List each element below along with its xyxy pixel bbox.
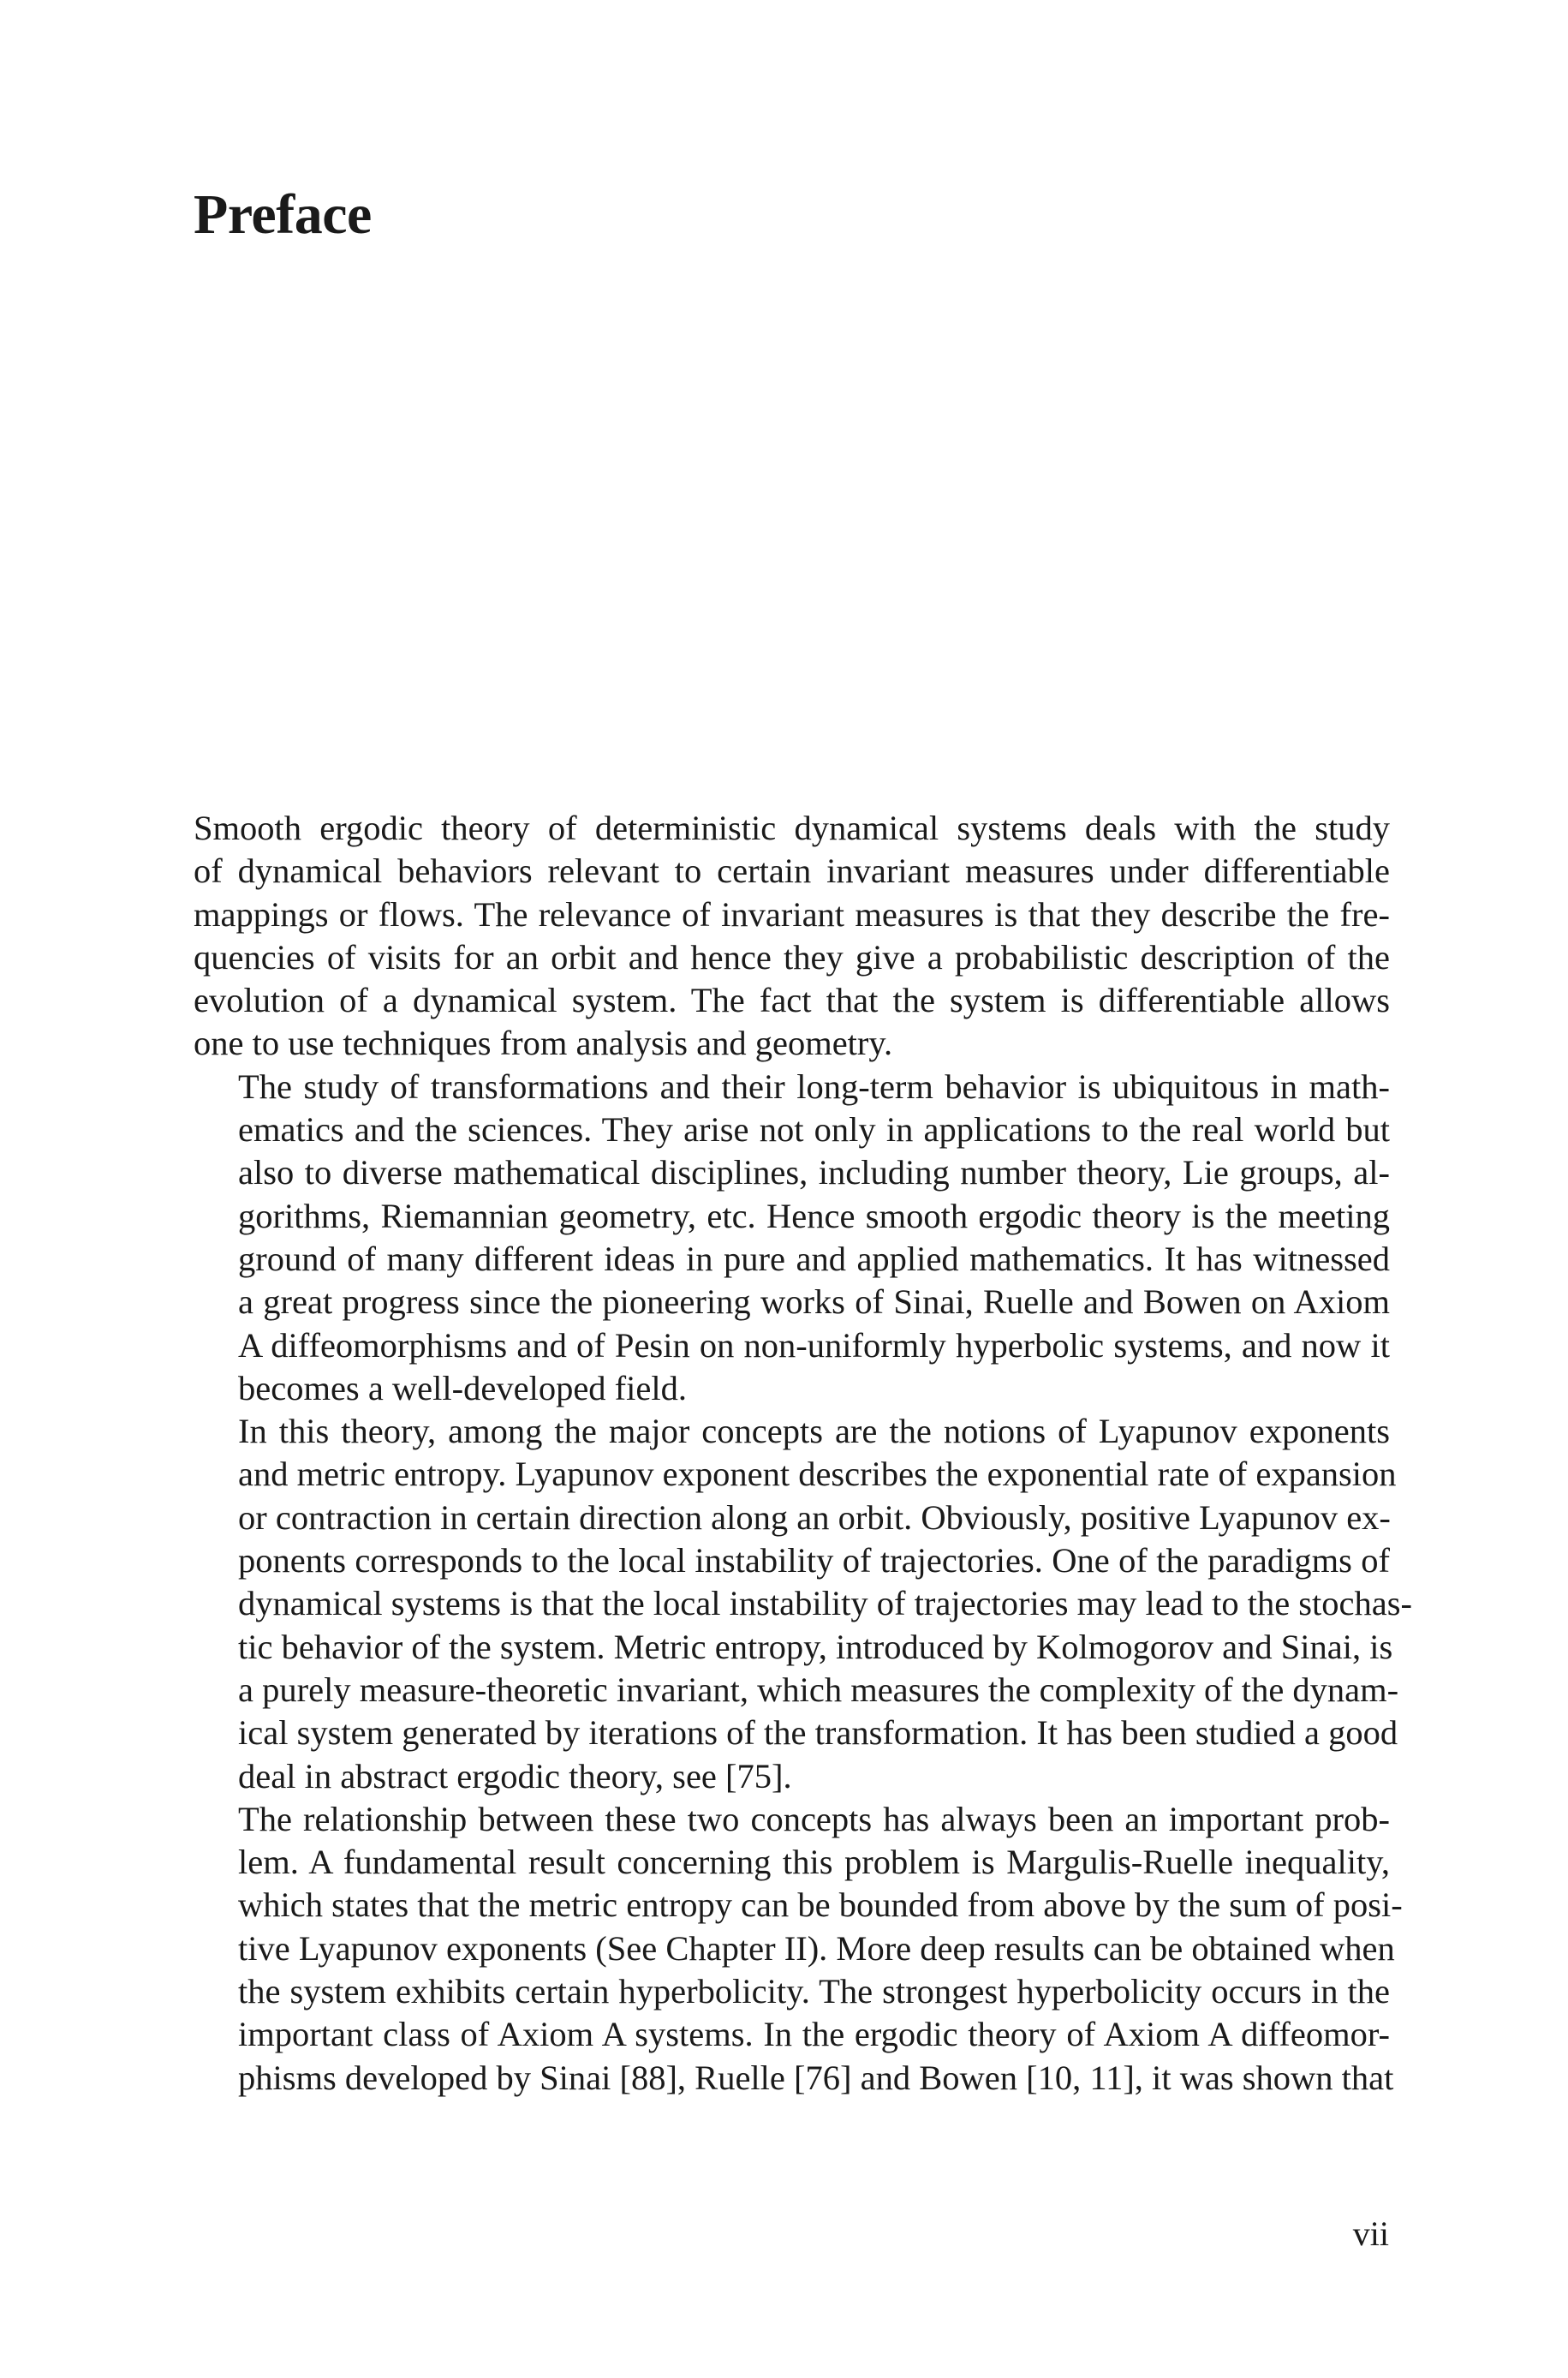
text-line: tic behavior of the system. Metric entropy, introduced by Kolmogorov and Sinai, is: [238, 1627, 1393, 1666]
text-line: also to diverse mathematical disciplines, including number theory, Lie groups, al-: [238, 1153, 1390, 1192]
text-line: tive Lyapunov exponents (See Chapter II). More deep results can be obtained when: [238, 1928, 1395, 1968]
text-line: A diffeomorphisms and of Pesin on non-uniformly hyperbolic systems, and now it: [238, 1325, 1390, 1365]
text-line: The study of transformations and their long-term behavior is ubiquitous in math-: [238, 1067, 1390, 1106]
text-line: dynamical systems is that the local instability of trajectories may lead to the stochas-: [238, 1584, 1413, 1623]
paragraph-4: [194, 1798, 1403, 2100]
text-line: ground of many different ideas in pure and applied mathematics. It has witnessed: [238, 1239, 1390, 1278]
text-line: important class of Axiom A systems. In the ergodic theory of Axiom A diffeomor-: [238, 2015, 1390, 2054]
text-line: evolution of a dynamical system. The fact that the system is differentiable allows: [194, 981, 1390, 1020]
paragraph-3: [194, 1410, 1413, 1798]
text-line: or contraction in certain direction along an orbit. Obviously, positive Lyapunov ex-: [238, 1497, 1391, 1537]
paragraph-2: [194, 1066, 1390, 1410]
text-line: The relationship between these two concepts has always been an important prob-: [238, 1799, 1390, 1838]
text-line: phisms developed by Sinai [88], Ruelle [76] and Bowen [10, 11], it was shown that: [238, 2058, 1394, 2097]
text-line: lem. A fundamental result concerning this problem is Margulis-Ruelle inequality,: [238, 1843, 1390, 1882]
paragraph-1: [194, 807, 1390, 1066]
text-line: which states that the metric entropy can be bounded from above by the sum of posi-: [238, 1885, 1403, 1925]
text-line: deal in abstract ergodic theory, see [75].: [238, 1756, 792, 1795]
text-line: ematics and the sciences. They arise not only in applications to the real world but: [238, 1110, 1390, 1150]
text-line: a great progress since the pioneering works of Sinai, Ruelle and Bowen on Axiom: [238, 1282, 1390, 1322]
text-line: gorithms, Riemannian geometry, etc. Hence smooth ergodic theory is the meeting: [238, 1196, 1390, 1235]
text-line: the system exhibits certain hyperbolicity. The strongest hyperbolicity occurs in the: [238, 1972, 1390, 2011]
text-line: one to use techniques from analysis and geometry.: [194, 1024, 893, 1063]
text-line: and metric entropy. Lyapunov exponent describes the exponential rate of expansion: [238, 1455, 1397, 1494]
text-line: a purely measure-theoretic invariant, which measures the complexity of the dynam-: [238, 1670, 1399, 1709]
text-line: ponents corresponds to the local instability of trajectories. One of the paradigms of: [238, 1541, 1390, 1580]
text-line: ical system generated by iterations of the transformation. It has been studied a good: [238, 1713, 1398, 1753]
page-number: vii: [1352, 2214, 1389, 2253]
text-line: of dynamical behaviors relevant to certain invariant measures under differentiable: [194, 851, 1390, 891]
text-line: Smooth ergodic theory of deterministic dynamical systems deals with the study: [194, 809, 1390, 847]
text-line: quencies of visits for an orbit and hence they give a probabilistic description of the: [194, 937, 1390, 977]
text-line: becomes a well-developed field.: [238, 1368, 688, 1407]
text-line: In this theory, among the major concepts are the notions of Lyapunov exponents: [238, 1412, 1390, 1451]
chapter-title: Preface: [194, 183, 372, 246]
preface-body: [194, 807, 1413, 2100]
text-line: mappings or flows. The relevance of invariant measures is that they describe the fre-: [194, 894, 1390, 934]
